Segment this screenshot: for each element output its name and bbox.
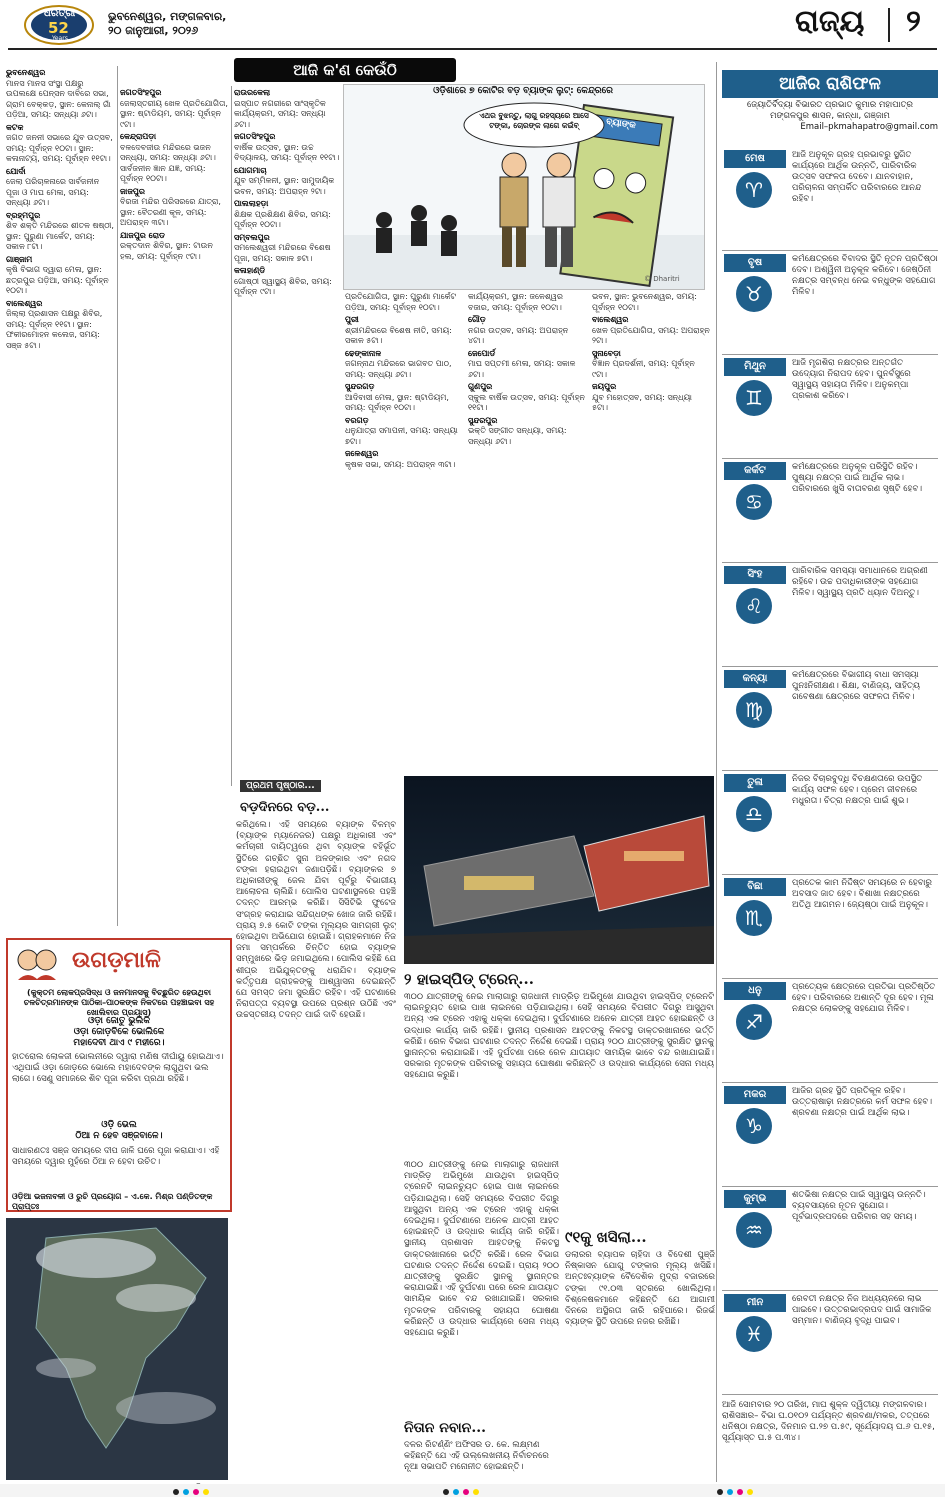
event-area-heading: ବାଲେଶ୍ୱର	[592, 315, 629, 324]
sign-name: ସିଂହ	[724, 566, 786, 584]
zodiac-symbol-icon: ♒	[736, 1212, 772, 1248]
event-listing: ମାନସ ମାନସ ସଂସ୍ଥା ପକ୍ଷରୁ ଉପଲକ୍ଷେ ପେନ୍ସନ ଦାବିରେ ସଭା, ଗ୍ରାମ ବେକ୍କଡ଼, ସ୍ଥାନ: କେନାଲ୍ ଗାଁ ପଡ଼ିଆ, ସମୟ: ସନ୍ଧ୍ୟା ୬ଟା।	[6, 78, 111, 119]
event-listing: ଇସ୍ପାତ ନଗରୀରେ ସାଂସ୍କୃତିକ କାର୍ଯ୍ୟକ୍ରମ, ସମୟ: ସନ୍ଧ୍ୟା ୬ଟା।	[234, 98, 326, 129]
sign-prediction: ଆଜି ମୃଗଶିରା ନକ୍ଷତ୍ରର ଅନ୍ତର୍ଗତ ଉଦ୍ୟୋଗ ନିରାପଦ ହେବ। ପୁନର୍ବସୁରେ ସ୍ୱାସ୍ଥ୍ୟ ସହାୟତା ମିଳିବ। ଅନୁକମ୍ପା ପ୍ରକାଶ କରିବେ।	[792, 358, 911, 401]
event-area-heading: ଗାଞ୍ଜାମ	[6, 254, 33, 264]
story-title: ବଡ଼ଦିନରେ ବଡ଼...	[240, 800, 330, 815]
horoscope-author-name: ଜ୍ୟୋତିର୍ବିଦ୍ୟା ବିଭାରତ ପ୍ରଭାତ କୁମାର ମହାପାତ୍ର	[746, 100, 914, 110]
sign-divider	[722, 458, 938, 459]
events-col-2	[120, 86, 228, 926]
sign-prediction: କର୍ମକ୍ଷେତ୍ରରେ ବିବାଦର ସ୍ଥିତି ନୂତନ ପ୍ରତିଷ୍ଠା ଦେବ। ଅଶ୍ୱିନୀ ଅନୁକୂଳ କରିବେ। ଜେଷ୍ଠିନୀ ନକ୍ଷତ୍ର ସମ୍ବନ୍ଧ ନେଇ ବନ୍ଧୁଙ୍କ ସହଯୋଗ ମିଳିବ।	[792, 254, 938, 297]
logo-years: 52	[48, 19, 69, 37]
zodiac-symbol-icon: ♉	[736, 276, 772, 312]
event-area-heading: କେନ୍ଦ୍ରାପଡ଼ା	[120, 132, 157, 141]
panchang: ଆଜି ସୋମବାର ୨୦ ତାରିଖ, ମାଘ ଶୁକ୍ଳ ଦ୍ୱିତୀୟା ମଙ୍ଗଳବାର। ରାଶିସଞ୍ଚାର– ବିଭା ଘ.୦୧୦୨ ପର୍ଯ୍ୟନ୍ତ ଶ୍ରବଣା/ମକର, ତତ୍ପରେ ଧନିଷ୍ଠା ନକ୍ଷତ୍ର, ଦିନମାନ ଘ.୨୭ ପ.୫୯, ସୂର୍ଯ୍ୟୋଦୟ ଘ.୬ ପ.୧୫, ସୂର୍ଯ୍ୟାସ୍ତ ଘ.୫ ପ.୩୪।	[722, 1400, 935, 1443]
event-listing: ଶିବ ଶକ୍ତି ମନ୍ଦିରରେ ଶୀତଳ ଷଷ୍ଠୀ, ସ୍ଥାନ: ପୁରୁଣା ମାର୍କେଟ, ସମୟ: ସକାଳ ୮ଟା।	[6, 221, 114, 251]
logo-name: ଧରିତ୍ରୀ	[44, 8, 76, 19]
event-listing: ଶିକ୍ଷକ ପ୍ରଶିକ୍ଷଣ ଶିବିର, ସମୟ: ପୂର୍ବାହ୍ନ ୧୦ଟା।	[234, 209, 331, 229]
event-area-heading: ସୁନାବେଡ଼ା	[592, 348, 621, 358]
event-listing: କାର୍ଯ୍ୟକ୍ରମ, ସ୍ଥାନ: ଜଳେଶ୍ୱର ବଜାର, ସମୟ: ପୂର୍ବାହ୍ନ ୧୦ଟା।	[468, 292, 563, 312]
event-listing: ରକ୍ତଦାନ ଶିବିର, ସ୍ଥାନ: ଟାଉନ ହଲ, ସମୟ: ପୂର୍ବାହ୍ନ ୯ଟା।	[120, 241, 213, 261]
zodiac-symbol-icon: ♌	[736, 588, 772, 624]
sign-divider	[722, 250, 938, 251]
event-area-heading: ସୁନ୍ଦରଗଡ଼	[345, 382, 375, 391]
story-body-continued: ୩୦୦ ଯାତ୍ରୀଙ୍କୁ ନେଇ ମାଲାଗାରୁ ରାଜଧାନୀ ମାଡ୍ରିଡ଼ ଅଭିମୁଖେ ଯାଉଥିବା ହାଇସ୍ପିଡ୍ ଟ୍ରେନଟି ଲାଇନଚ୍ୟୁତ ହୋଇ ପାଖ ଲାଇନରେ ପଡ଼ିଯାଇଥିଲା। ସେହି ସମୟରେ ବିପରୀତ ଦିଗରୁ ଆସୁଥିବା ଅନ୍ୟ ଏକ ଟ୍ରେନ ଏହାକୁ ଧକ୍କା ଦେଇଥିଲା। ଦୁର୍ଘଟଣାରେ ଅନେକ ଯାତ୍ରୀ ଆହତ ହୋଇଛନ୍ତି ଓ ଉଦ୍ଧାର କାର୍ଯ୍ୟ ଜାରି ରହିଛି। ସ୍ଥାନୀୟ ପ୍ରଶାସନ ଆହତଙ୍କୁ ନିକଟସ୍ଥ ଡାକ୍ତରଖାନାରେ ଭର୍ତ୍ତି କରିଛି। ରେଳ ବିଭାଗ ଘଟଣାର ତଦନ୍ତ ନିର୍ଦ୍ଦେଶ ଦେଇଛି। ପ୍ରାୟ ୨୦୦ ଯାତ୍ରୀଙ୍କୁ ସୁରକ୍ଷିତ ସ୍ଥାନକୁ ସ୍ଥାନାନ୍ତର କରାଯାଇଛି। ଏହି ଦୁର୍ଘଟଣା ପରେ ରେଳ ଯାତାୟାତ ସାମୟିକ ଭାବେ ବନ୍ଦ ରଖାଯାଇଛି। ସରକାର ମୃତକଙ୍କ ପରିବାରକୁ ସହାୟତା ଘୋଷଣା କରିଛନ୍ତି ଓ ଉଦ୍ଧାର କାର୍ଯ୍ୟରେ ସେନା ମଧ୍ୟ ସହଯୋଗ କରୁଛି।	[404, 1160, 559, 1339]
sign-prediction: କର୍ମକ୍ଷେତ୍ରରେ ଅନୁକୂଳ ପରିସ୍ଥିତି ରହିବ। ପୁଷ୍ୟା ନକ୍ଷତ୍ର ପାଇଁ ଆର୍ଥିକ ଲାଭ। ପରିବାରରେ ଖୁସି ବାତାବରଣ ସୃଷ୍ଟି ହେବ।	[792, 462, 923, 494]
sign-name: ମିଥୁନ	[724, 358, 786, 376]
sign-divider	[722, 978, 938, 979]
event-area-heading: ଜଗତସିଂହପୁର	[234, 132, 276, 141]
event-area-heading: ବରଗଡ଼	[345, 415, 369, 425]
event-listing: ଆଦିବାସୀ ମେଳା, ସ୍ଥାନ: ଷ୍ଟାଡିୟମ, ସମୟ: ପୂର୍ବାହ୍ନ ୧୦ଟା।	[345, 392, 449, 412]
zodiac-symbol-icon: ♏	[736, 900, 772, 936]
zodiac-symbol-icon: ♑	[736, 1108, 772, 1144]
zodiac-symbol-icon: ♓	[736, 1316, 772, 1352]
zodiac-symbol-icon: ♐	[736, 1004, 772, 1040]
dateline-date: ୨୦ ଜାନୁଆରୀ, ୨୦୨୬	[108, 24, 199, 37]
masthead-divider	[888, 8, 890, 42]
sign-name: ମୀନ	[724, 1294, 786, 1312]
ugadamali-body1: ହାତରୋଲ ଲୋକଜୀ ଭୋଲନୀରେ ଦ୍ୱାରା ମଣିଷ ଦୀର୍ଘାୟୁ ହୋଇଥାଏ। ଏଥିପାଇଁ ଓଡ଼ା ଜୋଡ଼ରେ ଭୋଲେ ମହାଦେବଙ୍କ ଲାଗୁଥିବା ଭଲ ଲାଗେ। ସେଣୁ ସମାଜରେ ଶିବ ପୂଜା କରିବା ପ୍ରଥା ରହିଛି।	[12, 1052, 224, 1084]
page-number: ୨	[906, 4, 921, 39]
event-listing: ନଗର ଉତ୍ସବ, ସମୟ: ଅପରାହ୍ନ ୪ଟା।	[468, 325, 569, 345]
zodiac-symbol-icon: ♍	[736, 692, 772, 728]
cartoon-headline: ଓଡ଼ିଶାରେ ୭ କୋଟିର ବଡ଼ ବ୍ୟାଙ୍କ ଲୁଟ୍: କେନ୍ଦ୍ରରେ	[433, 86, 613, 96]
event-listing: ବାର୍ଷିକ ଉତ୍ସବ, ସ୍ଥାନ: ଉଚ୍ଚ ବିଦ୍ୟାଳୟ, ସମୟ: ପୂର୍ବାହ୍ନ ୧୧ଟା।	[234, 142, 340, 162]
ugadamali-credit: ଓଡ଼ିଆ ଭଜନାବଳୀ ଓ ରୁଚି ପ୍ରୟୋଗ – ଏ.କେ. ମିଶ୍ର ପଣ୍ଡିତଙ୍କ ପ୍ରାପ୍ତଃ	[12, 1192, 213, 1211]
event-listing: ଜଗତ ଜନନୀ ସଭାରେ ଯୁବ ଉତ୍ସବ, ସମୟ: ପୂର୍ବାହ୍ନ ୧୦ଟା। ସ୍ଥାନ: କଳାନାଟ୍ୟ, ସମୟ: ପୂର୍ବାହ୍ନ ୧୧ଟା।	[6, 133, 113, 163]
ugadamali-section1-line2: ଓଡ଼ା ଜୋଡ଼ବିକେ ଭୋଲିକେ	[73, 1027, 165, 1037]
horoscope-author-place: ମଙ୍ଗଳପୁର ଶାସନ, କାନ୍ଧା, ଗଞ୍ଜାମ	[770, 111, 890, 121]
sign-divider	[722, 562, 938, 563]
event-area-heading: ଯୋର୍ଦା	[6, 166, 26, 176]
event-area-heading: ଢେଙ୍କାନାଳ	[345, 348, 382, 358]
sign-name: ବୃଷ	[724, 254, 786, 272]
sign-divider	[722, 1290, 938, 1291]
event-listing: କୃଷକ ସଭା, ସମୟ: ଅପରାହ୍ନ ୩ଟା।	[345, 459, 456, 469]
ugadamali-section2-title: ଓଡ଼ି ଭେଲ	[101, 1120, 137, 1130]
story-title: ନିତାନ ନବାନ...	[404, 1420, 486, 1436]
sign-name: କର୍କଟ	[724, 462, 786, 480]
event-area-heading: ରାଉରକେଲା	[234, 88, 271, 97]
events-col-4	[345, 292, 463, 772]
event-area-heading: ଜଳେଶ୍ୱର	[345, 449, 379, 458]
section-title: ରାଜ୍ୟ	[795, 4, 865, 39]
print-registration-bar	[0, 1484, 945, 1497]
event-listing: ଭକ୍ତି ସଙ୍ଗୀତ ସନ୍ଧ୍ୟା, ସମୟ: ସନ୍ଧ୍ୟା ୬ଟା।	[468, 426, 567, 446]
cartoon-credit: © Dharitri	[644, 275, 680, 283]
zodiac-symbol-icon: ♋	[736, 484, 772, 520]
sign-prediction: ଶତଭିଷା ନକ୍ଷତ୍ର ପାଇଁ ସ୍ୱାସ୍ଥ୍ୟ ଉନ୍ନତି। ବ୍ୟବସାୟରେ ନୂତନ ସୁଯୋଗ। ପୂର୍ବଭାଦ୍ରପଦରେ ପରିବାର ସହ ସମୟ।	[792, 1190, 926, 1222]
event-area-heading: ଯୋଗମାଚା	[234, 165, 267, 175]
ugadamali-subtitle: (କୁକ୍ତମ ଲୋକପ୍ରସିଦ୍ଧ ଓ ଜନମାନସକୁ ବିଚ୍ଛୁରିତ ହେଉଥିବା ଚଳଚିତ୍ରମାନଙ୍କ ପାଠିକା–ପାଠକଙ୍କ ନିକଟରେ ପହଞ୍ଚାଇବା ସହ ଖୋଲିବାର ପ୍ରୟାସ)	[23, 988, 215, 1017]
sign-divider	[722, 666, 938, 667]
sign-prediction: ପ୍ରତେକ କାମ ନିର୍ଦ୍ଦିଷ୍ଟ ସମୟରେ ନ ହେବାରୁ ଅବସାଦ ଜାତ ହେବ। ବିଶାଖା ନକ୍ଷତ୍ରରେ ଅତିଥି ଆଗମନ। ଜ୍ୟେଷ୍ଠା ପାଇଁ ଅନୁକୂଳ।	[792, 878, 932, 910]
sign-prediction: ଆଜି ଅନୁକୂଳ ଗ୍ରହ ପ୍ରଭାବରୁ ସ୍ଥଗିତ କାର୍ଯ୍ୟରେ ଆର୍ଥିକ ଉନ୍ନତି, ପାରିବାରିକ ଉତ୍ସବ ସଫଳତା ଦେବେ। ଯାନବାହାନ, ପରିଚାଳନା ସମ୍ପର୍କିତ ପରିବାରରେ ଆନନ୍ଦ ରହିବ।	[792, 150, 922, 204]
event-listing: ସ୍କୁଲ ବାର୍ଷିକ ଉତ୍ସବ, ସମୟ: ପୂର୍ବାହ୍ନ ୧୧ଟା।	[468, 392, 585, 412]
sign-name: ଧନୁ	[724, 982, 786, 1000]
sign-name: ବିଛା	[724, 878, 786, 896]
dateline	[108, 10, 226, 38]
events-banner: ଆଜି କ'ଣ କେଉଁଠି	[234, 58, 456, 82]
event-listing: ସମଲେଶ୍ୱରୀ ମନ୍ଦିରରେ ବିଶେଷ ପୂଜା, ସମୟ: ସକାଳ ୭ଟା।	[234, 243, 331, 263]
event-area-heading: ଗୌଡ଼	[468, 315, 486, 324]
events-col-1	[6, 66, 114, 926]
train-accident-photo	[404, 776, 714, 964]
event-listing: ଯୁବ ସମ୍ମିଳନୀ, ସ୍ଥାନ: ସାମୁଦାୟିକ ଭବନ, ସମୟ: ଅପରାହ୍ନ ୨ଟା।	[234, 176, 335, 196]
sign-prediction: ପ୍ରତ୍ୟେକ କ୍ଷେତ୍ରରେ ପ୍ରତିଭା ପ୍ରତିଷ୍ଠିତ ହେବ। ପରିବାରରେ ଅଶାନ୍ତି ଦୂର ହେବ। ମୂଳା ନକ୍ଷତ୍ର ଲୋକଙ୍କୁ ସହଯୋଗ ମିଳିବ।	[792, 982, 936, 1014]
events-col-6	[592, 292, 710, 772]
column-rule	[716, 62, 717, 1482]
event-listing: ଶ୍ରୀମନ୍ଦିରରେ ବିଶେଷ ନୀତି, ସମୟ: ସକାଳ ୫ଟା।	[345, 325, 452, 345]
event-listing: ଯୁବ ମହୋତ୍ସବ, ସମୟ: ସନ୍ଧ୍ୟା ୫ଟା।	[592, 392, 693, 412]
sign-name: କୁମ୍ଭ	[724, 1190, 786, 1208]
event-area-heading: ସୁନ୍ଦରପୁର	[468, 415, 498, 425]
dateline-place-day: ଭୁବନେଶ୍ୱର, ମଙ୍ଗଳବାର,	[108, 10, 227, 23]
zodiac-symbol-icon: ♊	[736, 380, 772, 416]
horoscope-email: Email–pkmahapatro@gmail.com	[800, 122, 938, 132]
ugadamali-illustration	[14, 944, 60, 984]
column-rule	[117, 66, 118, 926]
event-listing: ପ୍ରତିଯୋଗିତା, ସ୍ଥାନ: ପୁରୁଣା ମାର୍କେଟ ପଡ଼ିଆ, ସମୟ: ପୂର୍ବାହ୍ନ ୧୦ଟା।	[345, 292, 457, 312]
event-area-heading: ଗୁଣପୁର	[468, 382, 493, 391]
event-area-heading: ଭୁବନେଶ୍ୱର	[6, 68, 46, 77]
ugadamali-body2: ସାଧାରଣତଃ ସଞ୍ଜ ସମୟରେ ଦୀପ ଜାଳି ଘରେ ପୂଜା କରାଯାଏ। ଏହି ସମୟରେ ଦ୍ୱାର ମୁହଁରେ ଠିଆ ନ ହେବା ଉଚିତ।	[12, 1146, 220, 1167]
event-listing: ଭବନ, ସ୍ଥାନ: ଭୁବନେଶ୍ୱର, ସମୟ: ପୂର୍ବାହ୍ନ ୧୦ଟା।	[592, 292, 697, 312]
sign-prediction: ଆଜିର ଗ୍ରହ ସ୍ଥିତି ପ୍ରତିକୂଳ ରହିବ। ଉତ୍ତରାଷାଢ଼ା ନକ୍ଷତ୍ରରେ କର୍ମ ସଫଳ ହେବ। ଶ୍ରବଣା ନକ୍ଷତ୍ର ପାଇଁ ଆର୍ଥିକ ଲାଭ।	[792, 1086, 933, 1118]
events-col-3	[234, 86, 340, 776]
event-area-heading: ବ୍ରହ୍ମପୁର	[6, 210, 41, 220]
horoscope-author	[722, 100, 938, 133]
cartoon-bank-sign: ବ୍ୟାଙ୍କ	[605, 116, 637, 132]
event-listing: ଜେଲାସ୍ତରୀୟ ଖେଳ ପ୍ରତିଯୋଗିତା, ସ୍ଥାନ: ଷ୍ଟାଡିୟମ, ସମୟ: ପୂର୍ବାହ୍ନ ୯ଟା।	[120, 98, 228, 129]
story-body: ଡଲାରର ବ୍ୟାପକ ଚାହିଦା ଓ ବିଦେଶୀ ପୁଞ୍ଜି ନିଷ୍କାସନ ଯୋଗୁ ଟଙ୍କାର ମୂଲ୍ୟ ଖସିଛି। ଅନ୍ତଃବ୍ୟାଙ୍କ ବୈଦେଶିକ ମୁଦ୍ରା ବଜାରରେ ଟଙ୍କା ୯୧.୦୩ ସ୍ତରରେ ଖୋଲିଥିଲା। ବିଶ୍ଳେଷକମାନେ କହିଛନ୍ତି ଯେ ଆଗାମୀ ଦିନରେ ଅସ୍ଥିରତା ଜାରି ରହିପାରେ। ରିଜର୍ଭ ବ୍ୟାଙ୍କ ସ୍ଥିତି ଉପରେ ନଜର ରଖିଛି।	[565, 1250, 715, 1328]
sign-divider	[722, 874, 938, 875]
event-listing: ବିଜ୍ଞାନ ପ୍ରଦର୍ଶନୀ, ସମୟ: ପୂର୍ବାହ୍ନ ୯ଟା।	[592, 359, 695, 379]
sign-prediction: ରେବତୀ ନକ୍ଷତ୍ର ନିଜ ଅଧ୍ୟୟନରେ ଲାଭ ପାଇବେ। ଉତ୍ତରଭାଦ୍ରପଦ ପାଇଁ ସାମାଜିକ ସମ୍ମାନ। ବାଣିଜ୍ୟ ବୃଦ୍ଧି ପାଇବ।	[792, 1294, 932, 1326]
horoscope-title: ଆଜିର ରାଶିଫଳ	[722, 70, 938, 98]
sign-name: ତୁଳା	[724, 774, 786, 792]
story-body: ୩୦୦ ଯାତ୍ରୀଙ୍କୁ ନେଇ ମାଲାଗାରୁ ରାଜଧାନୀ ମାଡ୍ରିଡ଼ ଅଭିମୁଖେ ଯାଉଥିବା ହାଇସ୍ପିଡ୍ ଟ୍ରେନଟି ଲାଇନଚ୍ୟୁତ ହୋଇ ପାଖ ଲାଇନରେ ପଡ଼ିଯାଇଥିଲା। ସେହି ସମୟରେ ବିପରୀତ ଦିଗରୁ ଆସୁଥିବା ଅନ୍ୟ ଏକ ଟ୍ରେନ ଏହାକୁ ଧକ୍କା ଦେଇଥିଲା। ଦୁର୍ଘଟଣାରେ ଅନେକ ଯାତ୍ରୀ ଆହତ ହୋଇଛନ୍ତି ଓ ଉଦ୍ଧାର କାର୍ଯ୍ୟ ଜାରି ରହିଛି। ସ୍ଥାନୀୟ ପ୍ରଶାସନ ଆହତଙ୍କୁ ନିକଟସ୍ଥ ଡାକ୍ତରଖାନାରେ ଭର୍ତ୍ତି କରିଛି। ରେଳ ବିଭାଗ ଘଟଣାର ତଦନ୍ତ ନିର୍ଦ୍ଦେଶ ଦେଇଛି। ପ୍ରାୟ ୨୦୦ ଯାତ୍ରୀଙ୍କୁ ସୁରକ୍ଷିତ ସ୍ଥାନକୁ ସ୍ଥାନାନ୍ତର କରାଯାଇଛି। ଏହି ଦୁର୍ଘଟଣା ପରେ ରେଳ ଯାତାୟାତ ସାମୟିକ ଭାବେ ବନ୍ଦ ରଖାଯାଇଛି। ସରକାର ମୃତକଙ୍କ ପରିବାରକୁ ସହାୟତା ଘୋଷଣା କରିଛନ୍ତି ଓ ଉଦ୍ଧାର କାର୍ଯ୍ୟରେ ସେନା ମଧ୍ୟ ସହଯୋଗ କରୁଛି।	[404, 992, 714, 1081]
zodiac-symbol-icon: ♈	[736, 172, 772, 208]
event-listing: ଜେଲା ପରିଚାଳନାରେ ସାର୍ବଜନୀନ ପୂଜା ଓ ମାଘ ମେଳା, ସମୟ: ସନ୍ଧ୍ୟା ୬ଟା।	[6, 177, 100, 207]
column-rule	[231, 86, 232, 786]
sign-divider	[722, 354, 938, 355]
editorial-cartoon	[343, 84, 705, 290]
sign-name: ମକର	[724, 1086, 786, 1104]
satellite-weather-image	[6, 1218, 228, 1480]
event-area-heading: କଳାହାଣ୍ଡି	[234, 266, 266, 275]
story-body: କରିଥିଲେ। ଏହି ସମୟରେ ବ୍ୟାଙ୍କ ବିଳମ୍ବ (ବ୍ୟାଙ୍କ ମ୍ୟାନେଜର) ପକ୍ଷରୁ ଅଧିକାରୀ ଏବଂ କର୍ମଚାରୀ ଦାୟିତ୍ୱରେ ଥିବା ବ୍ୟାଙ୍କ ବହିର୍ଭୂତ ସ୍ଥିତିରେ ଗଚ୍ଛିତ ସୁନା ଅଳଙ୍କାର ଏବଂ ନଗଦ ଟଙ୍କା ହରାଇଥିବା ଜଣାପଡ଼ିଛି। ବ୍ୟାଙ୍କର ୭ ଅଧିକାରୀଙ୍କୁ ଜେଲ ଯିବା ପୂର୍ବରୁ ବିଭାଗୀୟ ଆଲୋଚନା ଚାଲିଛି। ପୋଲିସ ଘଟଣାସ୍ଥଳରେ ପହଞ୍ଚି ତଦନ୍ତ ଆରମ୍ଭ କରିଛି। ସିସିଟିଭି ଫୁଟେଜ ସଂଗ୍ରହ କରାଯାଇ ସନ୍ଦିଗ୍ଧଙ୍କ ଖୋଜ ଜାରି ରହିଛି। ପ୍ରାୟ ୭.୫ କୋଟି ଟଙ୍କା ମୂଲ୍ୟର ସାମଗ୍ରୀ ଲୁଟ୍ ହୋଇଥିବା ଅଭିଯୋଗ ହୋଇଛି। ଗ୍ରାହକମାନେ ନିଜ ଜମା ସମ୍ପର୍କରେ ଚିନ୍ତିତ ହୋଇ ବ୍ୟାଙ୍କ ସମ୍ମୁଖରେ ଭିଡ଼ ଜମାଇଥିଲେ। ପୋଲିସ କହିଛି ଯେ ଶୀଘ୍ର ଅଭିଯୁକ୍ତଙ୍କୁ ଧରାଯିବ। ବ୍ୟାଙ୍କ କର୍ତ୍ତୃପକ୍ଷ ଗ୍ରାହକଙ୍କୁ ଆଶ୍ୱାସନା ଦେଇଛନ୍ତି ଯେ ସମସ୍ତ ଜମା ସୁରକ୍ଷିତ ରହିବ। ଏହି ଘଟଣାରେ ନିରାପତ୍ତା ବ୍ୟବସ୍ଥା ଉପରେ ପ୍ରଶ୍ନ ଉଠିଛି ଏବଂ ଉଚ୍ଚସ୍ତରୀୟ ତଦନ୍ତ ପାଇଁ ଦାବି ହେଉଛି।	[236, 820, 396, 1021]
event-listing: ଖେଳ ପ୍ରତିଯୋଗିତା, ସମୟ: ଅପରାହ୍ନ ୨ଟା।	[592, 325, 710, 345]
cartoon-speech-bubble: ଏଥର ବୁଝନ୍ତୁ, ଲାଗୁ ରହସ୍ୟରେ ଆସେ ଟଙ୍କା, ଚୋରଙ୍କ ଲାଗେ କଇଁବ୍	[479, 111, 589, 130]
story-section-label: ପ୍ରଥମ ପୃଷ୍ଠାର...	[240, 780, 321, 792]
sign-name: କନ୍ୟା	[724, 670, 786, 688]
ugadamali-section1-line3: ମହାଦେବୀ ଥାଏ ୯ ମହୀରେ।	[73, 1038, 165, 1048]
logo-years-label: Years	[52, 35, 68, 42]
newspaper-logo	[22, 4, 96, 46]
header-rule	[8, 48, 937, 50]
ugadamali-title: ଉଗଡ଼ମାଳି	[72, 948, 161, 973]
sign-name: ମେଷ	[724, 150, 786, 168]
sign-divider	[722, 770, 938, 771]
sign-prediction: କର୍ମକ୍ଷେତ୍ରରେ ବିଭାଗୀୟ ବାଧା ସମସ୍ୟା ପୁନଃନିରୀକ୍ଷଣ। ଶିକ୍ଷା, ବାଣିଜ୍ୟ, ସାହିତ୍ୟ ଗବେଷଣା କ୍ଷେତ୍ରରେ ସଫଳତା ମିଳିବ।	[792, 670, 920, 702]
sign-divider	[722, 1082, 938, 1083]
event-listing: ଜିଲ୍ଲା ପ୍ରଶାସନ ପକ୍ଷରୁ ଶିବିର, ସମୟ: ପୂର୍ବାହ୍ନ ୧୧ଟା। ସ୍ଥାନ: ଫକୀରମୋହନ କଲେଜ, ସମୟ: ସଞ୍ଜ ୫ଟା।	[6, 309, 103, 350]
events-col-5	[468, 292, 586, 772]
ugadamali-box	[6, 938, 232, 1212]
event-area-heading: ଜୟପୁର	[592, 382, 617, 391]
event-area-heading: ଯାଜପୁର ରୋଡ	[120, 230, 165, 240]
sign-prediction: ନିଜର ବିଚାରବୁଦ୍ଧି ବିଚକ୍ଷଣତାରେ ଉପସ୍ଥିତ କାର୍ଯ୍ୟ ସଫଳ ହେବ। ପ୍ରେମ ଜୀବନରେ ମଧୁରତା। ଚିତ୍ରା ନକ୍ଷତ୍ର ପାଇଁ ଶୁଭ।	[792, 774, 923, 806]
event-area-heading: ବାଲେଶ୍ୱର	[6, 298, 43, 308]
event-listing: କୃଷି ବିଭାଗ ଦ୍ୱାରା ମେଳା, ସ୍ଥାନ: ଛତ୍ରପୁର ପଡ଼ିଆ, ସମୟ: ପୂର୍ବାହ୍ନ ୧୦ଟା।	[6, 265, 109, 295]
story-title: ୯୧କୁ ଖସିଲା...	[565, 1228, 647, 1246]
story-body: ଦଳର ରିଟର୍ଣ୍ଣିଂ ଅଫିସର ଡ. କେ. ଲକ୍ଷ୍ମଣ କହିଛନ୍ତି ଯେ ଏହି ଉଲ୍ଲେଖନୀୟ ନିର୍ବାଚନରେ ନୂଆ ସଭାପତି ମନୋନୀତ ହୋଇଛନ୍ତି।	[404, 1440, 549, 1472]
sign-prediction: ପାରିବାରିକ ସମସ୍ୟା ସମାଧାନରେ ଅଗ୍ରଣୀ ରହିବେ। ଉଚ୍ଚ ପଦାଧିକାରୀଙ୍କ ସହଯୋଗ ମିଳିବ। ସ୍ୱାସ୍ଥ୍ୟ ପ୍ରତି ଧ୍ୟାନ ଦିଅନ୍ତୁ।	[792, 566, 928, 598]
event-area-heading: ଜଗତସିଂହପୁର	[120, 88, 162, 97]
story-title: ୨ ହାଇସ୍ପିଡ୍ ଟ୍ରେନ୍...	[404, 970, 534, 988]
ugadamali-section2-line2: ଠିଆ ନ ହେବ ସଞ୍ଜବାଳେ।	[75, 1131, 163, 1141]
sign-divider	[722, 1394, 938, 1395]
event-listing: ବିରଜା ମନ୍ଦିର ପରିସରରେ ଯାତ୍ରା, ସ୍ଥାନ: ବୈତରଣୀ କୂଳ, ସମୟ: ଅପରାହ୍ନ ୩ଟା।	[120, 197, 221, 227]
event-area-heading: ପୁରୀ	[345, 315, 359, 324]
event-listing: ଗୋଷ୍ଠୀ ସ୍ୱାସ୍ଥ୍ୟ ଶିବିର, ସମୟ: ପୂର୍ବାହ୍ନ ୯ଟା।	[234, 276, 332, 296]
event-listing: ଧନୁଯାତ୍ରା ସମାପନୀ, ସମୟ: ସନ୍ଧ୍ୟା ୭ଟା।	[345, 426, 458, 446]
sign-divider	[722, 1186, 938, 1187]
ugadamali-section1-title: ଓଡ଼ା ଜୋତୁ ଭୁଲିକି	[88, 1016, 150, 1026]
event-listing: ବଳଦେବଜୀଉ ମନ୍ଦିରରେ ଭଜନ ସନ୍ଧ୍ୟା, ସମୟ: ସନ୍ଧ୍ୟା ୬ଟା। ସାର୍ବଜନୀନ ଜ୍ଞାନ ଯଜ୍ଞ, ସମୟ: ପୂର୍ବାହ୍ନ ୧୦ଟା।	[120, 142, 216, 183]
event-area-heading: କଟକ	[6, 122, 24, 132]
event-area-heading: ପାଲଲାହଡ଼ା	[234, 199, 269, 208]
event-area-heading: ସମ୍ବଲପୁର	[234, 232, 270, 242]
event-area-heading: ଜେପୋର୍ଡ	[468, 348, 496, 358]
zodiac-symbol-icon: ♎	[736, 796, 772, 832]
event-listing: ଜଗନ୍ନାଥ ମନ୍ଦିରରେ ଭାଗବତ ପାଠ, ସମୟ: ସନ୍ଧ୍ୟା ୬ଟା।	[345, 359, 452, 379]
event-area-heading: ଜାଜପୁର	[120, 186, 145, 196]
event-listing: ମାଘ ସପ୍ତମୀ ମେଳା, ସମୟ: ସକାଳ ୬ଟା।	[468, 359, 576, 379]
